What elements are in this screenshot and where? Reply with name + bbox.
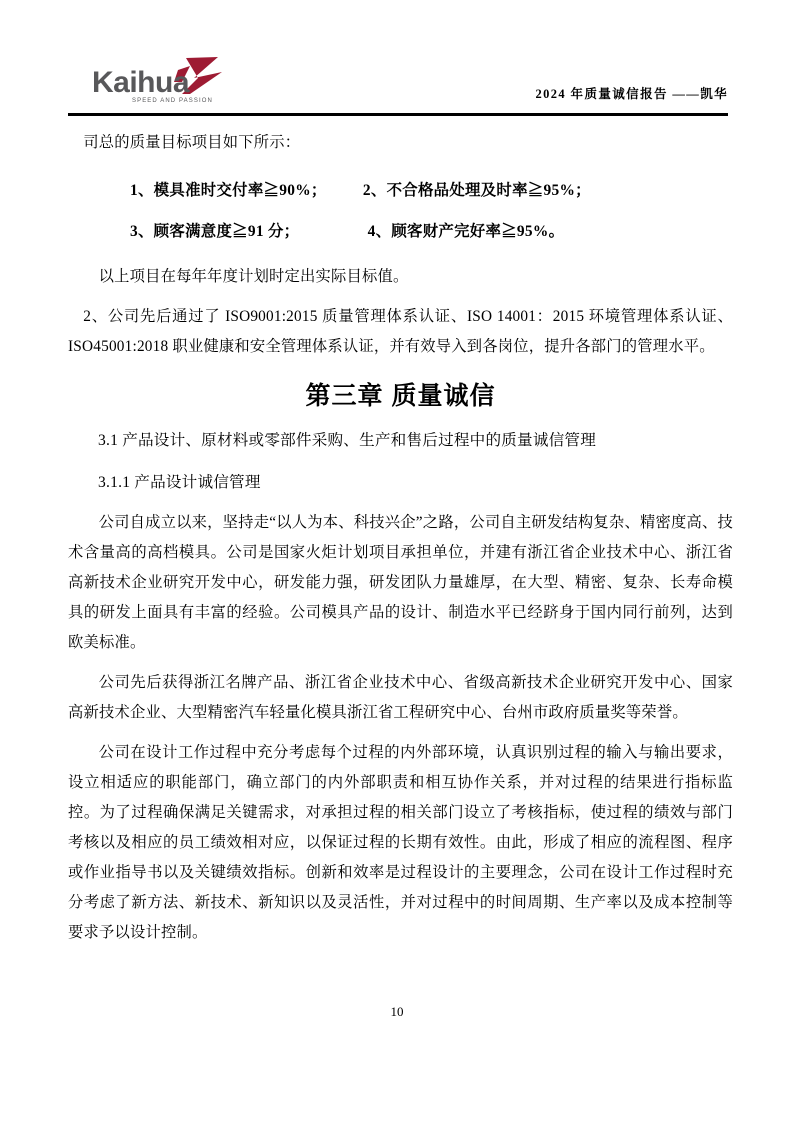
page-number: 10 bbox=[390, 1004, 404, 1019]
objective-row bbox=[130, 211, 733, 252]
objective-item-1: 1、模具准时交付率≧90%； bbox=[130, 182, 327, 199]
svg-text:SPEED AND PASSION: SPEED AND PASSION bbox=[132, 98, 213, 104]
subsection-heading-3-1-1: 3.1.1 产品设计诚信管理 bbox=[98, 474, 261, 491]
svg-text:Kaihua: Kaihua bbox=[92, 66, 190, 99]
header-report-title: 2024 年质量诚信报告 ——凯华 bbox=[535, 87, 728, 101]
lead-line: 司总的质量目标项目如下所示： bbox=[83, 134, 301, 151]
kaihua-logo-icon bbox=[90, 56, 240, 108]
paragraph-design-capability: 公司自成立以来，坚持走“以人为本、科技兴企”之路，公司自主研发结构复杂、精密度高、技术含量高的高档模具。公司是国家火炬计划项目承担单位，并建有浙江省企业技术中心、浙江省高新技术企业研究开发中心，研发能力强，研发团队力量雄厚，在大型、精密、复杂、长寿命模具的研发上面具有丰富的经验。公司模具产品的设计、制造水平已经跻身于国内同行前列，达到欧美标准。 bbox=[68, 514, 733, 651]
objective-item-4: 4、顾客财产完好率≧95%。 bbox=[367, 223, 565, 240]
section-heading-3-1: 3.1 产品设计、原材料或零部件采购、生产和售后过程中的质量诚信管理 bbox=[98, 432, 597, 449]
paragraph-honors: 公司先后获得浙江名牌产品、浙江省企业技术中心、省级高新技术企业研究开发中心、国家高新技术企业、大型精密汽车轻量化模具浙江省工程研究中心、台州市政府质量奖等荣誉。 bbox=[68, 674, 733, 721]
kaihua-logo bbox=[90, 56, 240, 108]
header-divider bbox=[68, 113, 728, 116]
page-header bbox=[68, 52, 728, 114]
paragraph-design-process: 公司在设计工作过程中充分考虑每个过程的内外部环境，认真识别过程的输入与输出要求，设立相适应的职能部门，确立部门的内外部职责和相互协作关系，并对过程的结果进行指标监控。为了过程确保满足关键需求，对承担过程的相关部门设立了考核指标，使过程的绩效与部门考核以及相应的员工绩效相对应，以保证过程的长期有效性。由此，形成了相应的流程图、程序或作业指导书以及关键绩效指标。创新和效率是过程设计的主要理念，公司在设计工作过程时充分考虑了新方法、新技术、新知识以及灵活性，并对过程中的时间周期、生产率以及成本控制等要求予以设计控制。 bbox=[68, 744, 733, 941]
objective-item-2: 2、不合格品处理及时率≧95%； bbox=[362, 182, 591, 199]
objective-row bbox=[130, 170, 733, 211]
quality-objectives-list bbox=[68, 170, 733, 252]
chapter-heading: 第三章 质量诚信 bbox=[305, 382, 496, 410]
iso-certification-paragraph: 2、公司先后通过了 ISO9001:2015 质量管理体系认证、ISO 14001：2015 环境管理体系认证、ISO45001:2018 职业健康和安全管理体系认证，并有效导入到各岗位，提升各部门的管理水平。 bbox=[68, 308, 733, 355]
document-content bbox=[68, 128, 733, 948]
objectives-note: 以上项目在每年年度计划时定出实际目标值。 bbox=[98, 268, 409, 285]
objective-item-3: 3、顾客满意度≧91 分； bbox=[130, 223, 300, 240]
